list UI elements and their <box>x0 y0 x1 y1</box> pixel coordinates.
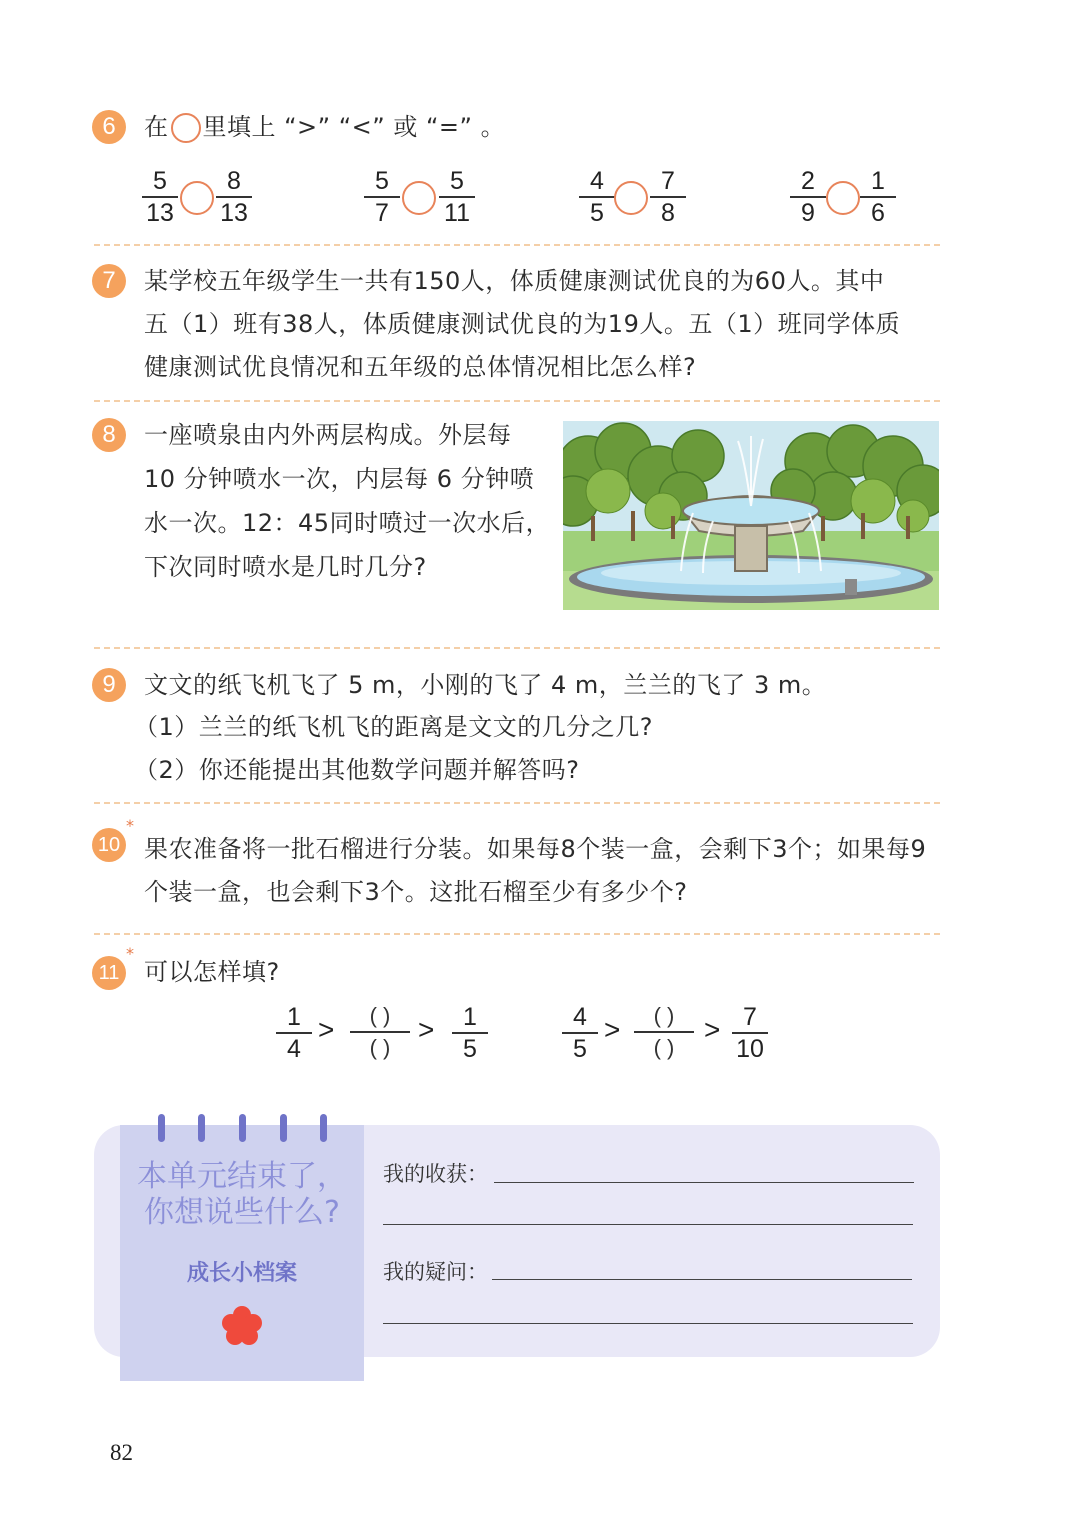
question-number-7: 7 <box>92 264 126 298</box>
flower-icon <box>220 1305 264 1347</box>
q9-line-1: 文文的纸飞机飞了 5 m，小刚的飞了 4 m，兰兰的飞了 3 m。 <box>144 671 827 699</box>
answer-line[interactable] <box>494 1182 914 1183</box>
answer-line[interactable] <box>383 1323 913 1324</box>
q7-line-1: 某学校五年级学生一共有150人，体质健康测试优良的为60人。其中 <box>144 267 885 295</box>
challenge-star-icon: * <box>126 816 134 835</box>
q8-line-4: 下次同时喷水是几时几分? <box>144 553 427 581</box>
gain-label: 我的收获： <box>383 1162 488 1186</box>
fraction: 1 5 <box>450 1003 490 1063</box>
blank-fraction[interactable]: ( ) ( ) <box>350 1003 410 1061</box>
blank-fraction[interactable]: ( ) ( ) <box>634 1003 694 1061</box>
q7-line-2: 五（1）班有38人，体质健康测试优良的为19人。五（1）班同学体质 <box>144 310 901 338</box>
fraction: 7 10 <box>730 1003 770 1063</box>
card-title-line-1: 本单元结束了， <box>137 1159 347 1194</box>
question-number-10: 10 <box>92 828 126 862</box>
fraction: 5 7 <box>362 167 402 227</box>
fraction: 4 5 <box>577 167 617 227</box>
question-number-6: 6 <box>92 110 126 144</box>
binder-ring-icon <box>239 1114 246 1142</box>
fountain-illustration <box>563 421 939 610</box>
q10-line-2: 个装一盒，也会剩下3个。这批石榴至少有多少个? <box>144 878 688 906</box>
q8-line-1: 一座喷泉由内外两层构成。外层每 <box>144 421 512 449</box>
greater-than-sign: > <box>704 1014 721 1045</box>
divider <box>94 400 940 402</box>
compare-circle[interactable] <box>826 181 860 215</box>
compare-circle[interactable] <box>614 181 648 215</box>
question-label: 我的疑问： <box>383 1260 488 1284</box>
q7-line-3: 健康测试优良情况和五年级的总体情况相比怎么样? <box>144 353 697 381</box>
fraction: 5 13 <box>140 167 180 227</box>
fraction: 8 13 <box>214 167 254 227</box>
challenge-star-icon: * <box>126 944 134 963</box>
question-number-9: 9 <box>92 668 126 702</box>
greater-than-sign: > <box>604 1014 621 1045</box>
binder-ring-icon <box>198 1114 205 1142</box>
divider <box>94 933 940 935</box>
divider <box>94 647 940 649</box>
binder-ring-icon <box>320 1114 327 1142</box>
question-number-11: 11 <box>92 956 126 990</box>
card-subtitle: 成长小档案 <box>186 1261 297 1286</box>
page-number: 82 <box>110 1440 133 1465</box>
fraction: 1 4 <box>274 1003 314 1063</box>
question-number-8: 8 <box>92 418 126 452</box>
q9-sub-2: （2）你还能提出其他数学问题并解答吗? <box>134 756 580 784</box>
compare-circle[interactable] <box>180 181 214 215</box>
compare-circle[interactable] <box>402 181 436 215</box>
binder-ring-icon <box>280 1114 287 1142</box>
divider <box>94 244 940 246</box>
q8-line-2: 10 分钟喷水一次，内层每 6 分钟喷 <box>144 465 535 493</box>
q11-text: 可以怎样填? <box>144 958 280 986</box>
binder-ring-icon <box>158 1114 165 1142</box>
answer-line[interactable] <box>492 1279 912 1280</box>
greater-than-sign: > <box>418 1014 435 1045</box>
fraction: 7 8 <box>648 167 688 227</box>
fraction: 4 5 <box>560 1003 600 1063</box>
divider <box>94 802 940 804</box>
q10-line-1: 果农准备将一批石榴进行分装。如果每8个装一盒，会剩下3个；如果每9 <box>144 835 927 863</box>
greater-than-sign: > <box>318 1014 335 1045</box>
q8-line-3: 水一次。12：45同时喷过一次水后， <box>144 509 551 537</box>
q6-instruction <box>144 106 505 149</box>
card-title-line-2: 你想说些什么? <box>144 1195 340 1230</box>
q6-text-after: 里填上 “>” “<” 或 “=” 。 <box>202 113 506 141</box>
blank-circle-icon <box>171 113 201 143</box>
fraction: 5 11 <box>437 167 477 227</box>
fraction: 1 6 <box>858 167 898 227</box>
answer-line[interactable] <box>383 1224 913 1225</box>
q6-text-before: 在 <box>144 113 169 141</box>
fraction: 2 9 <box>788 167 828 227</box>
q9-sub-1: （1）兰兰的纸飞机飞的距离是文文的几分之几? <box>134 713 654 741</box>
